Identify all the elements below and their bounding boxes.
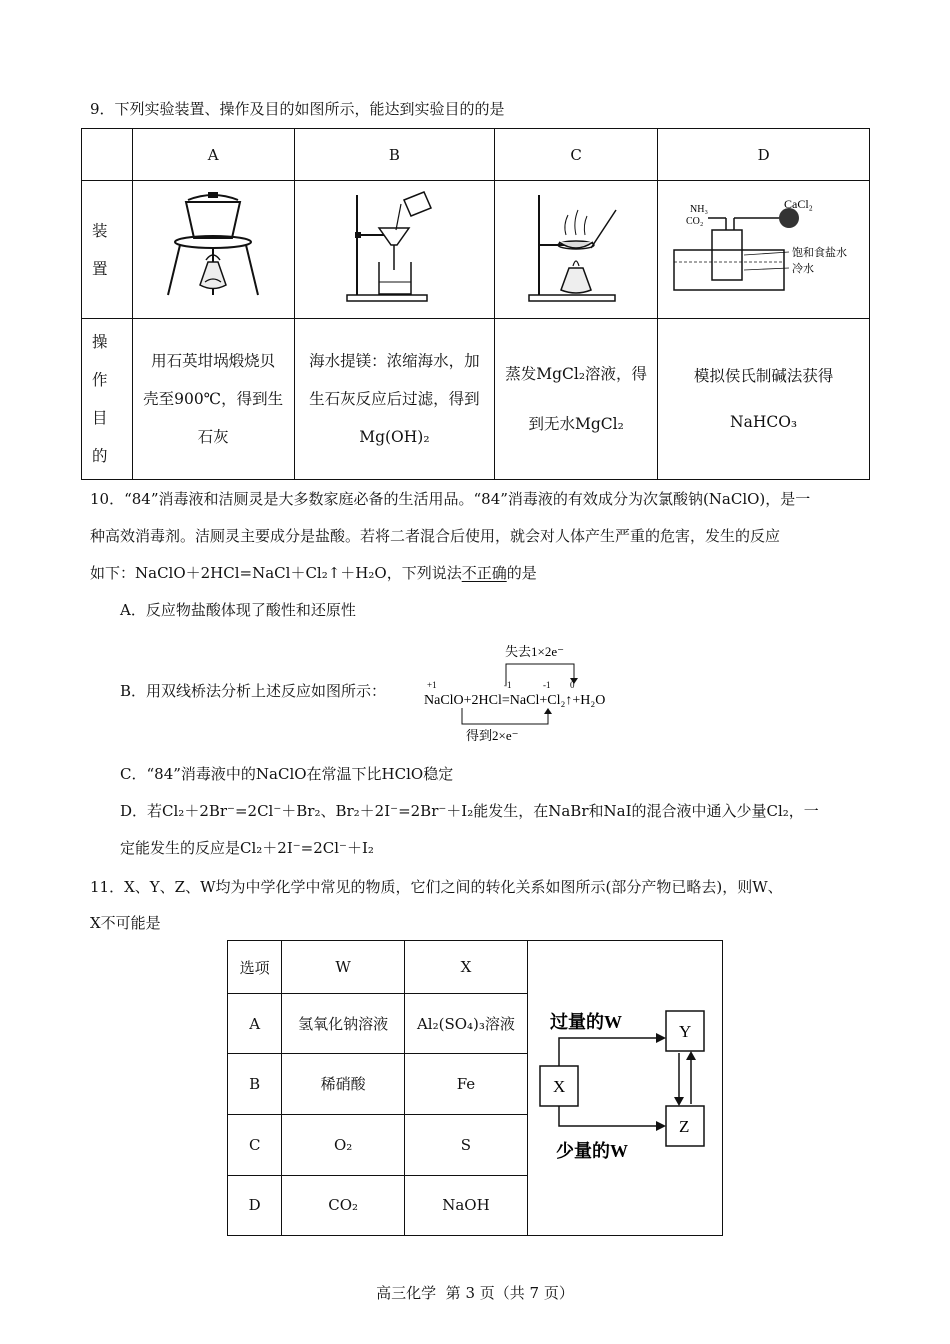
q9-header-c: C	[495, 129, 658, 181]
label-z: Z	[678, 1117, 690, 1136]
bridge-equation: NaClO+2HCl=NaCl+Cl₂↑+H₂O	[424, 693, 606, 708]
q10-stem-line2: 种高效消毒剂。洁厕灵主要成分是盐酸。若将二者混合后使用，就会对人体产生严重的危害，发生的反应	[90, 527, 781, 545]
row-label-purpose: 操 作 目 的	[82, 319, 133, 480]
ox-state-2: -1	[504, 680, 512, 690]
purpose-a: 用石英坩埚煅烧贝 壳至900℃，得到生 石灰	[132, 319, 294, 480]
label-excess-w: 过量的W	[549, 1012, 622, 1032]
q10-option-b: B．用双线桥法分析上述反应如图所示：	[120, 682, 387, 700]
label-cold-water: 冷水	[791, 263, 814, 275]
apparatus-c-image	[495, 181, 658, 319]
q11-row-b-x: Fe	[404, 1054, 527, 1114]
q11-row-d-x: NaOH	[404, 1175, 527, 1235]
apparatus-a-image	[132, 181, 294, 319]
bridge-lose-label: 失去1×2e⁻	[505, 644, 564, 659]
label-co2: CO₂	[685, 216, 703, 227]
q11-header-option: 选项	[228, 941, 282, 994]
ox-state-4: 0	[570, 680, 575, 690]
q10-option-d-line1: D．若Cl₂＋2Br⁻=2Cl⁻＋Br₂、Br₂＋2I⁻=2Br⁻＋I₂能发生，在NaBr和NaI的混合液中通入少量Cl₂，一	[120, 802, 819, 820]
q10-stem-line1: 10．“84”消毒液和洁厕灵是大多数家庭必备的生活用品。“84”消毒液的有效成分为次氯酸钠(NaClO)，是一	[90, 490, 811, 508]
q9-header-b: B	[294, 129, 494, 181]
q9-stem: 9．下列实验装置、操作及目的如图所示，能达到实验目的的是	[90, 100, 505, 118]
apparatus-b-image	[294, 181, 494, 319]
not-correct-emphasis: 不正确	[461, 564, 507, 582]
q11-row-c-x: S	[404, 1114, 527, 1175]
label-little-w: 少量的W	[555, 1141, 628, 1161]
q9-table	[81, 128, 870, 480]
page-footer: 高三化学 第 3 页（共 7 页）	[376, 1284, 574, 1302]
q11-header-w: W	[282, 941, 405, 994]
label-nh3: NH₃	[689, 204, 708, 215]
q11-row-a-option: A	[228, 994, 282, 1054]
q11-row-c-option: C	[228, 1114, 282, 1175]
q11-table	[227, 940, 723, 1236]
q11-row-d-w: CO₂	[282, 1175, 405, 1235]
q11-row-a-w: 氢氧化钠溶液	[282, 994, 405, 1054]
q10-option-d-line2: 定能发生的反应是Cl₂＋2I⁻=2Cl⁻＋I₂	[120, 839, 374, 857]
q11-row-b-w: 稀硝酸	[282, 1054, 405, 1114]
q11-stem-line2: X不可能是	[90, 914, 161, 932]
purpose-d: 模拟侯氏制碱法获得 NaHCO₃	[658, 319, 870, 480]
q11-header-x: X	[404, 941, 527, 994]
label-y: Y	[678, 1022, 692, 1041]
q11-stem-line1: 11．X、Y、Z、W均为中学化学中常见的物质，它们之间的转化关系如图所示(部分产物已略去)，则W、	[90, 878, 783, 896]
q9-header-d: D	[658, 129, 870, 181]
ox-state-3: -1	[543, 680, 551, 690]
q11-row-c-w: O₂	[282, 1114, 405, 1175]
label-cacl2: CaCl₂	[783, 197, 813, 211]
double-bridge-diagram	[420, 640, 660, 745]
q11-row-b-option: B	[228, 1054, 282, 1114]
q10-option-a: A．反应物盐酸体现了酸性和还原性	[120, 601, 356, 619]
label-brine: 饱和食盐水	[791, 247, 847, 259]
purpose-c: 蒸发MgCl₂溶液，得 到无水MgCl₂	[495, 319, 658, 480]
q9-header-a: A	[132, 129, 294, 181]
row-label-device: 装 置	[82, 181, 133, 319]
purpose-b: 海水提镁：浓缩海水，加 生石灰反应后过滤，得到 Mg(OH)₂	[294, 319, 494, 480]
q11-row-d-option: D	[228, 1175, 282, 1235]
conversion-diagram-cell	[527, 941, 722, 1236]
bridge-gain-label: 得到2×e⁻	[466, 728, 519, 743]
conversion-diagram	[528, 941, 722, 1231]
ox-state-1: +1	[427, 680, 437, 690]
q10-stem-line3: 如下：NaClO＋2HCl=NaCl＋Cl₂↑＋H₂O，下列说法不正确的是	[90, 564, 537, 582]
apparatus-d-image	[658, 181, 870, 319]
q10-option-c: C．“84”消毒液中的NaClO在常温下比HClO稳定	[120, 765, 454, 783]
q11-row-a-x: Al₂(SO₄)₃溶液	[404, 994, 527, 1054]
label-x: X	[552, 1077, 566, 1096]
